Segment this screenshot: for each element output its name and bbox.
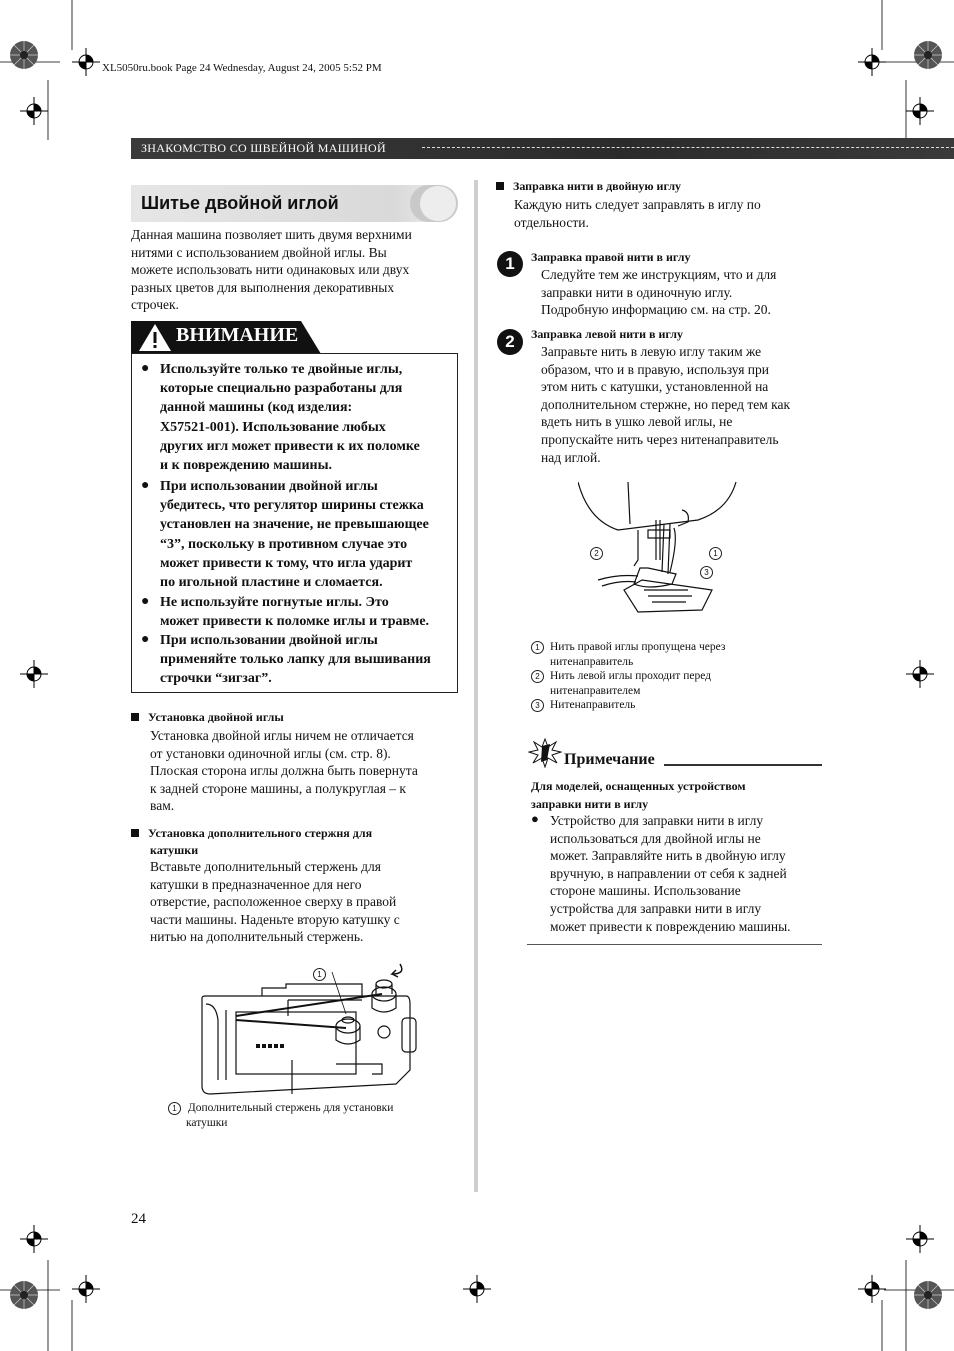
warning-item: При использовании двойной иглы применяйте только лапку для вышивания строчки “зигзаг”.	[160, 633, 431, 687]
callout-3: 3	[700, 562, 713, 580]
bullet-icon: ●	[141, 361, 150, 376]
note-text: Устройство для заправки нити в иглу использоваться для двойной иглы не может. Заправляйте нить в двойную иглу вручную, в направлении от себя к задней стороне машины. Использование устройства для заправки нити в иглу может привести к повреждению машины.	[550, 813, 791, 934]
bullet-icon: ●	[141, 478, 150, 493]
machine-top-view-illustration	[196, 960, 420, 1096]
callout-1: 1	[313, 964, 326, 982]
square-bullet-icon	[496, 182, 504, 190]
bullet-icon: ●	[141, 632, 150, 647]
note-title-rule	[664, 764, 822, 766]
figure1-caption: 1 Дополнительный стержень для установки катушки	[168, 1101, 393, 1130]
registration-disc-icon	[9, 40, 39, 70]
registration-target-icon	[20, 660, 48, 688]
callout-number: 1	[168, 1102, 181, 1115]
square-bullet-icon	[131, 829, 139, 837]
note-icon	[528, 738, 562, 768]
warning-item: При использовании двойной иглы убедитесь, что регулятор ширины стежка установлен на значение, не превышающее “3”, поскольку в противном случае это может привести к тому, что игла ударит по игольной пластине и сломается.	[160, 479, 429, 591]
install-needle-heading: Установка двойной иглы	[131, 710, 284, 725]
registration-target-icon	[20, 97, 48, 125]
install-spool-text: Вставьте дополнительный стержень для катушки в предназначенное для него отверстие, расположенное сверху в правой части машины. Наденьте вторую катушку с нитью на дополнительный стержень.	[150, 859, 400, 945]
note-subheading: Для моделей, оснащенных устройством заправки нити в иглу	[531, 779, 746, 811]
page-title: Шитье двойной иглой	[141, 193, 339, 213]
registration-disc-icon	[913, 40, 943, 70]
registration-disc-icon	[913, 1280, 943, 1310]
caption-item: 2 Нить левой иглы проходит перед нитенаправителем	[531, 669, 821, 698]
registration-target-icon	[20, 1225, 48, 1253]
header-dash-line	[422, 147, 954, 148]
registration-target-icon	[858, 1275, 886, 1303]
step-2-title: Заправка левой нити в иглу	[531, 327, 683, 341]
step-1-number: 1	[497, 251, 523, 277]
registration-target-icon	[906, 97, 934, 125]
registration-target-icon	[906, 660, 934, 688]
install-spool-heading: Установка дополнительного стержня для катушки	[131, 825, 372, 859]
threading-heading: Заправка нити в двойную иглу	[496, 179, 681, 194]
threading-text: Каждую нить следует заправлять в иглу по отдельности.	[514, 197, 761, 230]
registration-disc-icon	[9, 1280, 39, 1310]
square-bullet-icon	[131, 713, 139, 721]
intro-paragraph: Данная машина позволяет шить двумя верхними нитями с использованием двойной иглы. Вы можете использовать нити одинаковых или двух разных цветов для выполнения декоративных строчек.	[131, 227, 412, 313]
bullet-icon: ●	[141, 594, 150, 609]
step-1-text: Следуйте тем же инструкциям, что и для заправки нити в одиночную иглу. Подробную информацию см. на стр. 20.	[541, 267, 777, 318]
warning-box	[131, 353, 458, 693]
step-2-text: Заправьте нить в левую иглу таким же образом, что и в правую, используя при этом нить с катушки, установленной на дополнительном стержне, но перед тем как вдеть нить в ушко левой иглы, не пропускайте нить через нитенаправитель над иглой.	[541, 344, 791, 465]
caption-item: 1 Нить правой иглы пропущена через нитенаправитель	[531, 640, 821, 669]
registration-target-icon	[906, 1225, 934, 1253]
column-divider	[474, 180, 478, 1192]
section-header: ЗНАКОМСТВО СО ШВЕЙНОЙ МАШИНОЙ	[141, 141, 386, 155]
warning-item: Не используйте погнутые иглы. Это может привести к поломке иглы и травме.	[160, 595, 430, 630]
registration-target-icon	[72, 1275, 100, 1303]
registration-target-icon	[858, 48, 886, 76]
file-info: XL5050ru.book Page 24 Wednesday, August 24, 2005 5:52 PM	[102, 62, 382, 74]
bullet-icon: ●	[531, 811, 539, 826]
figure2-captions	[531, 640, 821, 713]
step-1-title: Заправка правой нити в иглу	[531, 250, 691, 264]
note-title: Примечание	[564, 751, 655, 768]
caption-item: 3 Нитенаправитель	[531, 698, 821, 713]
warning-item: Используйте только те двойные иглы, которые специально разработаны для данной машины (код изделия: X57521-001). Использование любых других игл может привести к их поломке и к повреждению машины.	[160, 362, 420, 474]
page-number: 24	[131, 1211, 146, 1227]
warning-title: ВНИМАНИЕ	[176, 324, 299, 346]
callout-1: 1	[709, 543, 722, 561]
callout-2: 2	[590, 543, 603, 561]
title-cap-inner	[420, 186, 456, 221]
note-bottom-rule	[527, 944, 822, 945]
registration-target-icon	[72, 48, 100, 76]
install-needle-text: Установка двойной иглы ничем не отличается от установки одиночной иглы (см. стр. 8). Плоская сторона иглы должна быть повернута к задней стороне машины, а полукруглая – к вам.	[150, 728, 418, 814]
step-2-number: 2	[497, 329, 523, 355]
registration-target-icon	[463, 1275, 491, 1303]
